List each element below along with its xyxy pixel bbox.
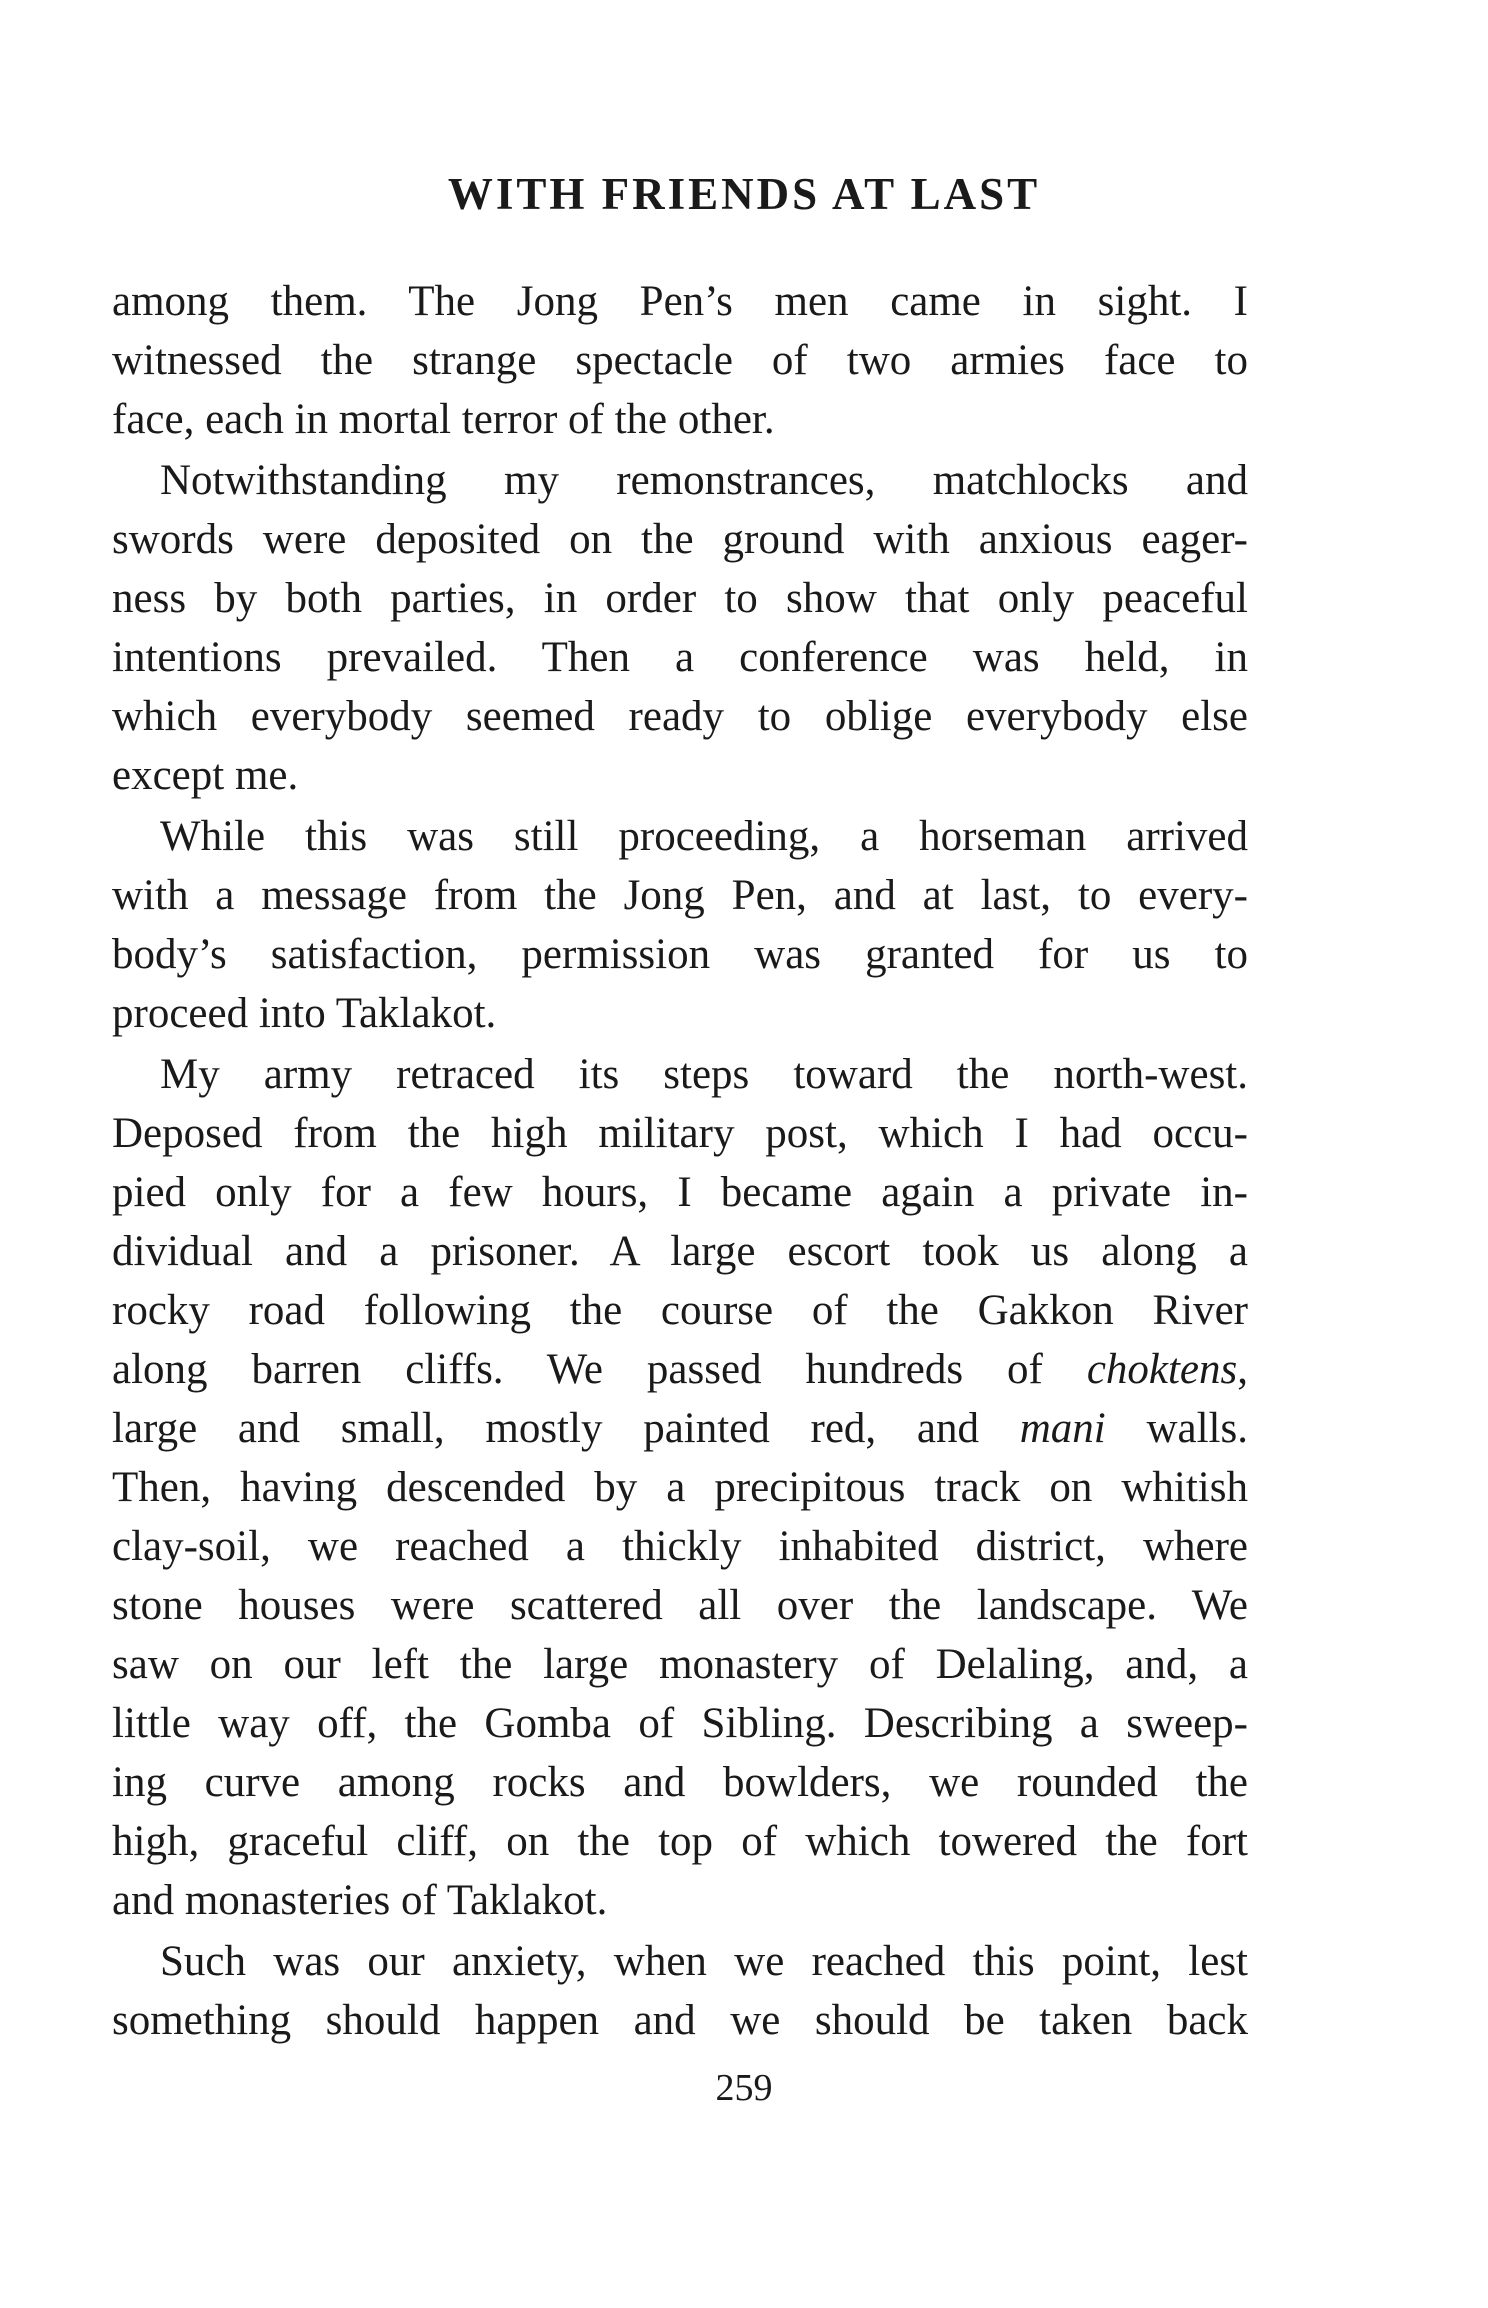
text-line: My army retraced its steps toward the north-west. bbox=[160, 1051, 1248, 1098]
text-line: with a message from the Jong Pen, and at last, to every- bbox=[112, 872, 1248, 919]
text-line: among them. The Jong Pen’s men came in sight. I bbox=[112, 278, 1248, 325]
text-line: rocky road following the course of the Gakkon River bbox=[112, 1287, 1248, 1334]
text-line: pied only for a few hours, I became again a private in- bbox=[112, 1169, 1248, 1216]
text-line: large and small, mostly painted red, and mani walls. bbox=[112, 1405, 1248, 1452]
text-line: high, graceful cliff, on the top of which towered the fort bbox=[112, 1818, 1248, 1865]
paragraph bbox=[112, 1045, 1248, 1930]
text-line: stone houses were scattered all over the landscape. We bbox=[112, 1582, 1248, 1629]
text-line: swords were deposited on the ground with anxious eager- bbox=[112, 516, 1248, 563]
text-line: saw on our left the large monastery of Delaling, and, a bbox=[112, 1641, 1248, 1688]
italic-term: mani bbox=[1019, 1405, 1106, 1452]
text-line: proceed into Taklakot. bbox=[112, 990, 497, 1037]
text-line: clay-soil, we reached a thickly inhabited district, where bbox=[112, 1523, 1248, 1570]
text-line: which everybody seemed ready to oblige everybody else bbox=[112, 693, 1248, 740]
text-line: along barren cliffs. We passed hundreds of choktens, bbox=[112, 1346, 1248, 1393]
text-line: Deposed from the high military post, which I had occu- bbox=[112, 1110, 1248, 1157]
text-line: Such was our anxiety, when we reached this point, lest bbox=[160, 1938, 1248, 1985]
text-line: witnessed the strange spectacle of two armies face to bbox=[112, 337, 1248, 384]
text-line: body’s satisfaction, permission was granted for us to bbox=[112, 931, 1248, 978]
text-line: intentions prevailed. Then a conference was held, in bbox=[112, 634, 1248, 681]
text-line: except me. bbox=[112, 752, 299, 799]
paragraph bbox=[112, 451, 1248, 805]
paragraph bbox=[112, 1932, 1248, 2050]
text-line: dividual and a prisoner. A large escort took us along a bbox=[112, 1228, 1248, 1275]
text-line: and monasteries of Taklakot. bbox=[112, 1877, 608, 1924]
text-line: ing curve among rocks and bowlders, we rounded the bbox=[112, 1759, 1248, 1806]
text-line: little way off, the Gomba of Sibling. Describing a sweep- bbox=[112, 1700, 1248, 1747]
text-line: While this was still proceeding, a horseman arrived bbox=[160, 813, 1248, 860]
text-line: Then, having descended by a precipitous track on whitish bbox=[112, 1464, 1248, 1511]
paragraph bbox=[112, 807, 1248, 1043]
page-number: 259 bbox=[715, 2067, 773, 2109]
running-head: WITH FRIENDS AT LAST bbox=[447, 169, 1041, 219]
text-line: something should happen and we should be taken back bbox=[112, 1997, 1248, 2044]
italic-term: choktens bbox=[1086, 1346, 1238, 1393]
paragraph bbox=[112, 272, 1248, 449]
text-line: Notwithstanding my remonstrances, matchlocks and bbox=[160, 457, 1248, 504]
text-line: ness by both parties, in order to show that only peaceful bbox=[112, 575, 1248, 622]
body-text bbox=[112, 272, 1248, 2050]
text-line: face, each in mortal terror of the other. bbox=[112, 396, 775, 443]
